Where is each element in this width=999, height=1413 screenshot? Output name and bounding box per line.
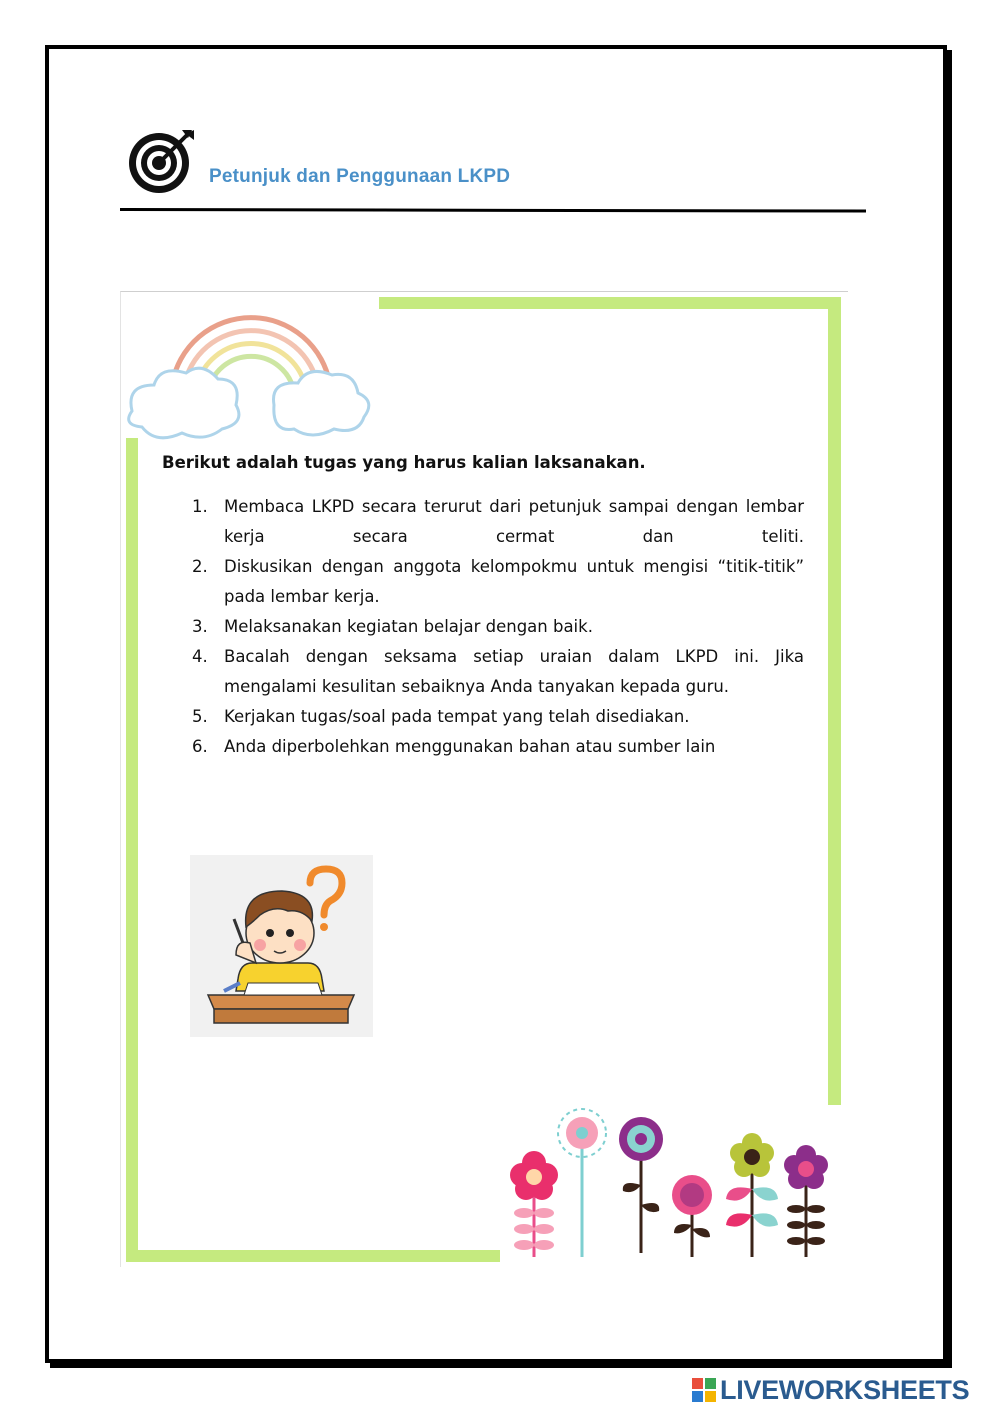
list-item — [190, 612, 804, 642]
list-item — [190, 552, 804, 612]
list-item — [190, 492, 804, 552]
task-intro: Berikut adalah tugas yang harus kalian laksanakan. — [162, 453, 646, 472]
page-title: Petunjuk dan Penggunaan LKPD — [209, 166, 511, 187]
list-item — [190, 642, 804, 702]
item-number: 4. — [192, 647, 208, 666]
item-text: Membaca LKPD secara terurut dari petunjuk sampai dengan lembar kerja secara cermat dan teliti. — [224, 497, 804, 546]
list-item — [190, 702, 804, 732]
item-number: 2. — [192, 557, 208, 576]
frame-left-border — [126, 438, 138, 1262]
task-list — [190, 492, 804, 762]
item-number: 5. — [192, 707, 208, 726]
frame-bottom-border — [126, 1250, 500, 1262]
footer-brand — [692, 1375, 969, 1405]
liveworksheets-logo-icon — [692, 1378, 716, 1402]
item-number: 3. — [192, 617, 208, 636]
item-number: 6. — [192, 737, 208, 756]
brand-name: LIVEWORKSHEETS — [720, 1374, 970, 1405]
item-number: 1. — [192, 497, 208, 516]
student-thinking-illustration — [190, 855, 373, 1037]
item-text: Melaksanakan kegiatan belajar dengan baik. — [224, 617, 593, 636]
frame-right-border — [828, 297, 841, 1105]
rainbow-clouds-illustration — [124, 293, 386, 443]
item-text: Kerjakan tugas/soal pada tempat yang telah disediakan. — [224, 707, 690, 726]
item-text: Diskusikan dengan anggota kelompokmu untuk mengisi “titik-titik” pada lembar kerja. — [224, 557, 804, 606]
item-text: Bacalah dengan seksama setiap uraian dalam LKPD ini. Jika mengalami kesulitan sebaiknya Anda tanyakan kepada guru. — [224, 647, 804, 696]
frame-top-border — [379, 297, 841, 309]
flowers-illustration — [496, 1105, 840, 1265]
list-item — [190, 732, 804, 762]
item-text: Anda diperbolehkan menggunakan bahan atau sumber lain — [224, 737, 716, 756]
target-icon — [126, 126, 198, 198]
